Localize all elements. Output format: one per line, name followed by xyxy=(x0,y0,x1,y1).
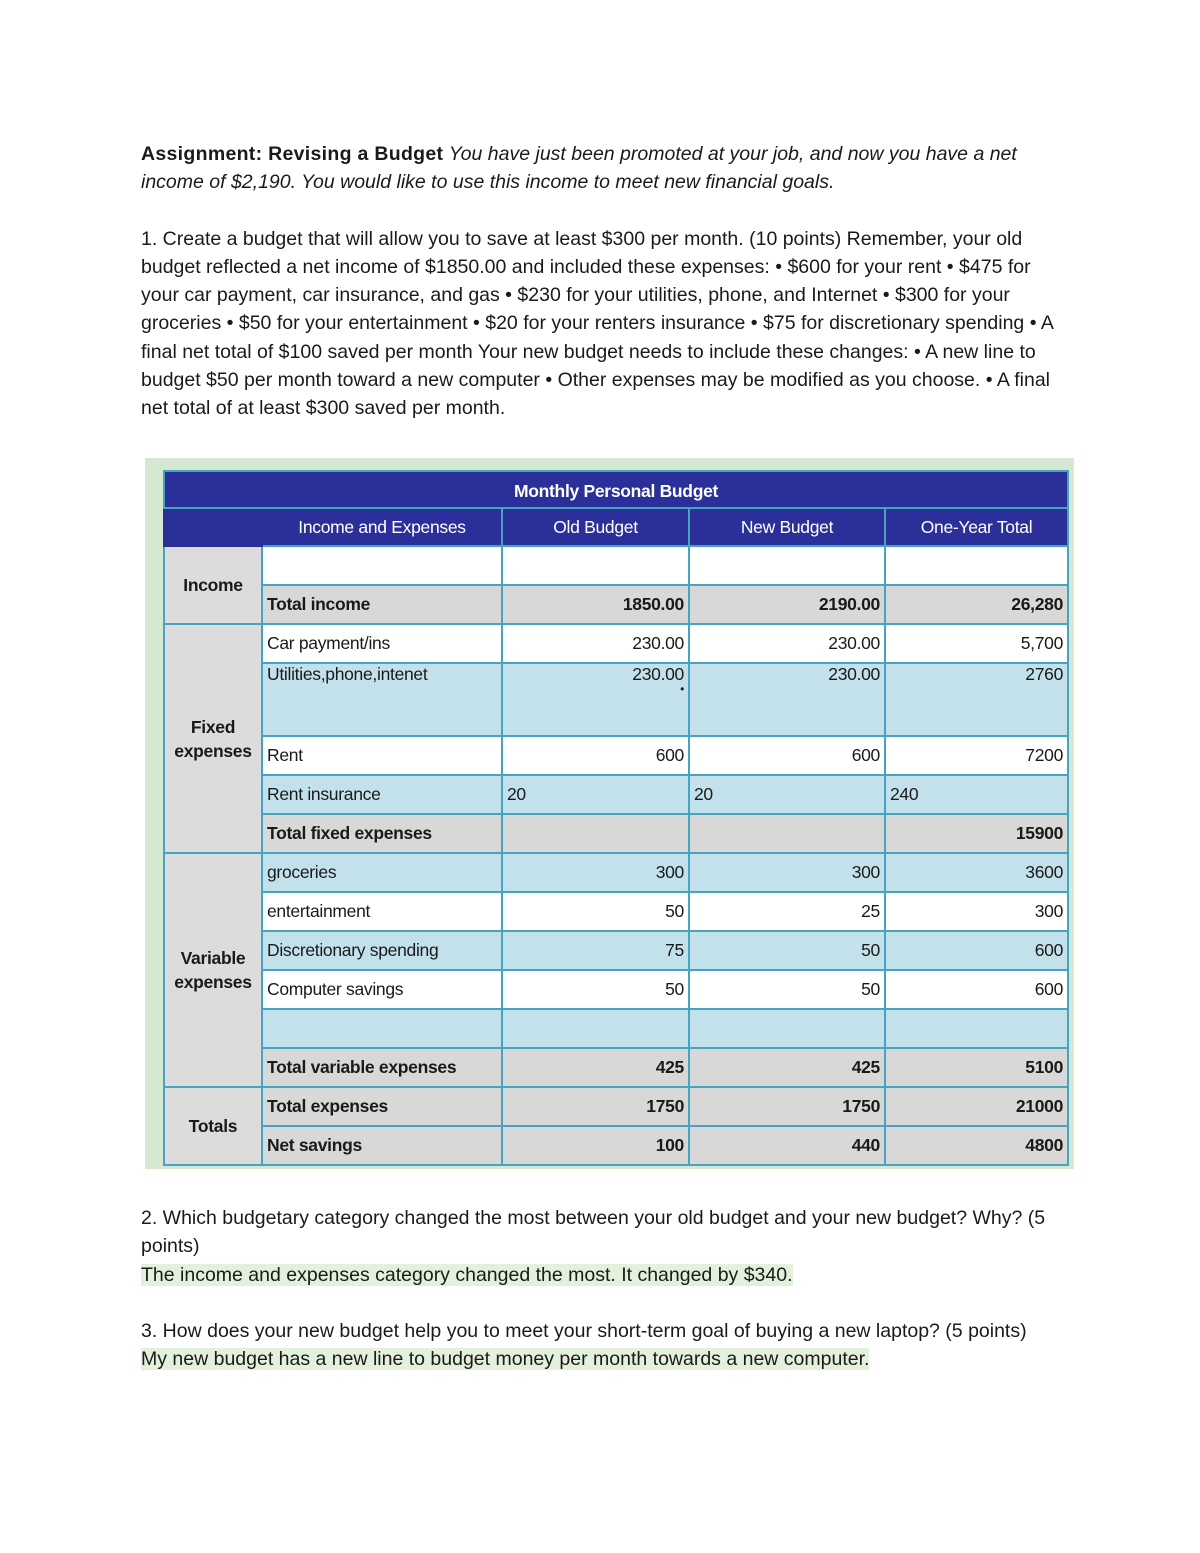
row-label: Car payment/ins xyxy=(262,624,502,663)
year-value: 5,700 xyxy=(885,624,1068,663)
row-label xyxy=(262,1009,502,1048)
table-row xyxy=(164,814,1068,853)
year-value: 21000 xyxy=(885,1087,1068,1126)
old-value: 425 xyxy=(502,1048,689,1087)
row-label: Rent insurance xyxy=(262,775,502,814)
new-value: 50 xyxy=(689,931,885,970)
year-value: 4800 xyxy=(885,1126,1068,1165)
table-row xyxy=(164,1009,1068,1048)
row-label: Rent xyxy=(262,736,502,775)
row-label: Net savings xyxy=(262,1126,502,1165)
answer-3-line xyxy=(141,1345,1061,1373)
intro-paragraph xyxy=(141,140,1061,197)
category-variable-expenses: Variable expenses xyxy=(164,853,262,1087)
row-label: entertainment xyxy=(262,892,502,931)
new-value: 20 xyxy=(689,775,885,814)
year-value: 600 xyxy=(885,970,1068,1009)
answer-2-line xyxy=(141,1261,1061,1289)
new-value: 300 xyxy=(689,853,885,892)
old-value: 50 xyxy=(502,970,689,1009)
new-value: 25 xyxy=(689,892,885,931)
old-value: 50 xyxy=(502,892,689,931)
new-value: 2190.00 xyxy=(689,585,885,624)
assignment-heading: Assignment: Revising a Budget xyxy=(141,143,444,165)
row-label: Total income xyxy=(262,585,502,624)
question-1: 1. Create a budget that will allow you to save at least $300 per month. (10 points) Remember, your old budget reflected a net income of $1850.00 and included these expenses: • $600 for your rent • $475 for your car payment, car insurance, and gas • $230 for your utilities, phone, and Internet • $300 for your groceries • $50 for your entertainment • $20 for your renters insurance • $75 for discretionary spending • A final net total of $100 saved per month Your new budget needs to include these changes: • A new line to budget $50 per month toward a new computer • Other expenses may be modified as you choose. • A final net total of at least $300 saved per month. xyxy=(141,227,1053,420)
year-value: 300 xyxy=(885,892,1068,931)
year-value: 7200 xyxy=(885,736,1068,775)
table-row xyxy=(164,585,1068,624)
row-label: Discretionary spending xyxy=(262,931,502,970)
year-value: 5100 xyxy=(885,1048,1068,1087)
header-old-budget: Old Budget xyxy=(502,508,689,546)
new-value: 440 xyxy=(689,1126,885,1165)
old-value: 1850.00 xyxy=(502,585,689,624)
header-one-year-total: One-Year Total xyxy=(885,508,1068,546)
year-value: 600 xyxy=(885,931,1068,970)
row-label: Utilities,phone,intenet xyxy=(262,663,502,736)
table-row xyxy=(164,663,1068,736)
table-row xyxy=(164,775,1068,814)
new-value: 50 xyxy=(689,970,885,1009)
new-value: 425 xyxy=(689,1048,885,1087)
category-income: Income xyxy=(164,546,262,624)
table-row xyxy=(164,970,1068,1009)
table-row xyxy=(164,1048,1068,1087)
old-value xyxy=(502,663,689,736)
table-row xyxy=(164,931,1068,970)
stray-mark: • xyxy=(680,682,684,696)
new-value xyxy=(689,814,885,853)
new-value xyxy=(689,1009,885,1048)
table-row xyxy=(164,624,1068,663)
old-value: 230.00 xyxy=(502,624,689,663)
answer-3: My new budget has a new line to budget money per month towards a new computer. xyxy=(141,1348,870,1371)
old-value: 75 xyxy=(502,931,689,970)
table-row xyxy=(164,853,1068,892)
row-label: Total expenses xyxy=(262,1087,502,1126)
questions-section xyxy=(141,1204,1061,1373)
old-value: 600 xyxy=(502,736,689,775)
new-value: 1750 xyxy=(689,1087,885,1126)
new-value: 600 xyxy=(689,736,885,775)
category-totals: Totals xyxy=(164,1087,262,1165)
answer-2: The income and expenses category changed the most. It changed by $340. xyxy=(141,1263,793,1286)
table-row xyxy=(164,1126,1068,1165)
question-3: 3. How does your new budget help you to meet your short-term goal of buying a new laptop? (5 points) xyxy=(141,1319,1027,1342)
year-value: 2760 xyxy=(885,663,1068,736)
year-value xyxy=(885,546,1068,585)
year-value: 3600 xyxy=(885,853,1068,892)
table-title: Monthly Personal Budget xyxy=(164,471,1068,508)
row-label: groceries xyxy=(262,853,502,892)
old-value-text: 230.00 xyxy=(632,664,684,684)
year-value: 26,280 xyxy=(885,585,1068,624)
question-2: 2. Which budgetary category changed the most between your old budget and your new budget? Why? (5 points) xyxy=(141,1207,1046,1258)
row-label: Total variable expenses xyxy=(262,1048,502,1087)
intro-text: You have just been promoted at your job, and now you have a net income of $2,190. You would like to use this income to meet new financial goals. xyxy=(141,143,1017,194)
old-value xyxy=(502,814,689,853)
old-value: 20 xyxy=(502,775,689,814)
new-value xyxy=(689,546,885,585)
year-value: 15900 xyxy=(885,814,1068,853)
old-value: 1750 xyxy=(502,1087,689,1126)
row-label: Total fixed expenses xyxy=(262,814,502,853)
table-row xyxy=(164,1087,1068,1126)
header-income-expenses: Income and Expenses xyxy=(262,508,502,546)
year-value: 240 xyxy=(885,775,1068,814)
year-value xyxy=(885,1009,1068,1048)
header-new-budget: New Budget xyxy=(689,508,885,546)
table-row xyxy=(164,546,1068,585)
new-value: 230.00 xyxy=(689,663,885,736)
table-row xyxy=(164,892,1068,931)
table-row xyxy=(164,736,1068,775)
row-label: Computer savings xyxy=(262,970,502,1009)
old-value xyxy=(502,1009,689,1048)
old-value: 100 xyxy=(502,1126,689,1165)
budget-table xyxy=(163,470,1069,1166)
row-label xyxy=(262,546,502,585)
old-value: 300 xyxy=(502,853,689,892)
new-value: 230.00 xyxy=(689,624,885,663)
category-fixed-expenses: Fixed expenses xyxy=(164,624,262,853)
document-body xyxy=(141,140,1061,423)
header-spacer xyxy=(164,508,262,546)
old-value xyxy=(502,546,689,585)
